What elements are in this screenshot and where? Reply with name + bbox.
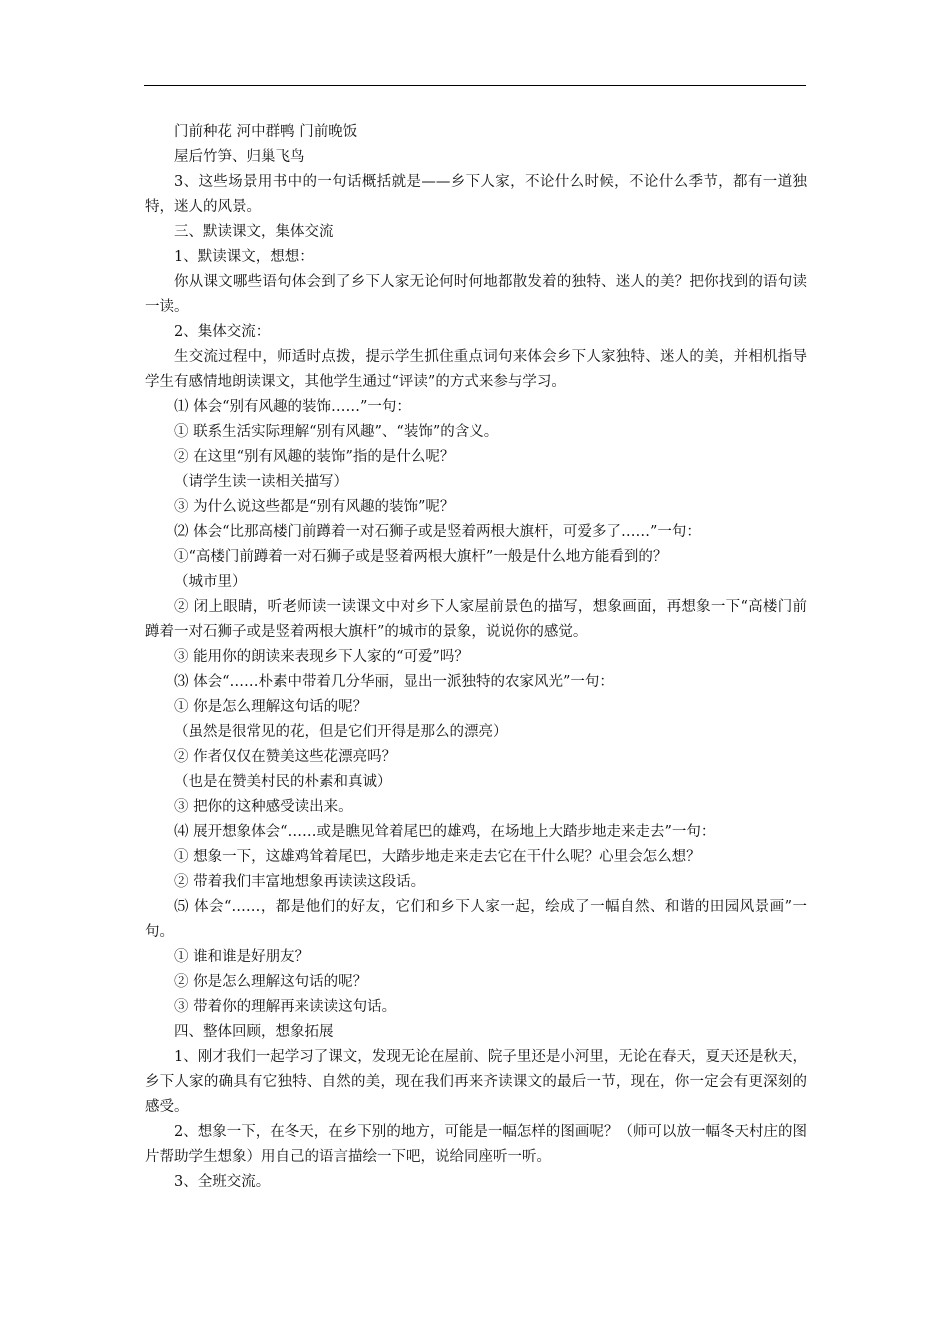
paragraph: 2、想象一下，在冬天，在乡下别的地方，可能是一幅怎样的图画呢？（师可以放一幅冬天村庄的图片帮助学生想象）用自己的语言描绘一下吧，说给同座听一听。 xyxy=(145,1124,807,1165)
paragraph: （虽然是很常见的花，但是它们开得是那么的漂亮） xyxy=(174,724,508,740)
paragraph: 门前种花 河中群鸭 门前晚饭 xyxy=(174,124,358,140)
paragraph: 你从课文哪些语句体会到了乡下人家无论何时何地都散发着的独特、迷人的美？把你找到的语句读一读。 xyxy=(145,274,807,315)
paragraph: ① 谁和谁是好朋友？ xyxy=(174,949,310,965)
paragraph: 2、集体交流： xyxy=(174,324,271,340)
paragraph: ⑶ 体会“……朴素中带着几分华丽，显出一派独特的农家风光”一句： xyxy=(174,674,614,690)
header-rule xyxy=(144,85,806,86)
paragraph: ③ 能用你的朗读来表现乡下人家的“可爱”吗？ xyxy=(174,649,469,665)
paragraph: ⑴ 体会“别有风趣的装饰……”一句： xyxy=(174,399,411,415)
section-heading: 三、默读课文，集体交流 xyxy=(174,224,334,240)
paragraph: 1、默读课文，想想： xyxy=(174,249,314,265)
paragraph: ② 作者仅仅在赞美这些花漂亮吗？ xyxy=(174,749,397,765)
paragraph: 屋后竹笋、归巢飞鸟 xyxy=(174,149,305,165)
paragraph: 3、这些场景用书中的一句话概括就是——乡下人家，不论什么时候，不论什么季节，都有一道独特，迷人的风景。 xyxy=(145,174,807,215)
paragraph: ② 带着我们丰富地想象再读读这段话。 xyxy=(174,874,426,890)
paragraph: ② 闭上眼睛，听老师读一读课文中对乡下人家屋前景色的描写，想象画面，再想象一下“高楼门前蹲着一对石狮子或是竖着两根大旗杆”的城市的景象，说说你的感觉。 xyxy=(145,599,807,640)
paragraph: ⑷ 展开想象体会“……或是瞧见耸着尾巴的雄鸡，在场地上大踏步地走来走去”一句： xyxy=(174,824,716,840)
paragraph: 生交流过程中，师适时点拨，提示学生抓住重点词句来体会乡下人家独特、迷人的美，并相机指导学生有感情地朗读课文，其他学生通过“评读”的方式来参与学习。 xyxy=(145,349,807,390)
paragraph: ③ 为什么说这些都是“别有风趣的装饰”呢？ xyxy=(174,499,455,515)
paragraph: ③ 把你的这种感受读出来。 xyxy=(174,799,353,815)
section-heading: 四、整体回顾，想象拓展 xyxy=(174,1024,334,1040)
document-body xyxy=(145,120,807,1195)
paragraph: ① 联系生活实际理解“别有风趣”、“装饰”的含义。 xyxy=(174,424,499,440)
paragraph: ③ 带着你的理解再来读读这句话。 xyxy=(174,999,397,1015)
paragraph: ① 你是怎么理解这句话的呢？ xyxy=(174,699,368,715)
paragraph: （也是在赞美村民的朴素和真诚） xyxy=(174,774,392,790)
paragraph: ① 想象一下，这雄鸡耸着尾巴，大踏步地走来走去它在干什么呢？心里会怎么想？ xyxy=(174,849,701,865)
paragraph: ② 你是怎么理解这句话的呢？ xyxy=(174,974,368,990)
paragraph: ② 在这里“别有风趣的装饰”指的是什么呢？ xyxy=(174,449,455,465)
paragraph: ⑸ 体会“……，都是他们的好友，它们和乡下人家一起，绘成了一幅自然、和谐的田园风景画”一句。 xyxy=(145,899,807,940)
paragraph: 3、全班交流。 xyxy=(174,1174,271,1190)
paragraph: （请学生读一读相关描写） xyxy=(174,474,348,490)
paragraph: 1、刚才我们一起学习了课文，发现无论在屋前、院子里还是小河里，无论在春天，夏天还是秋天，乡下人家的确具有它独特、自然的美，现在我们再来齐读课文的最后一节，现在，你一定会有更深刻的感受。 xyxy=(145,1049,807,1115)
paragraph: ①“高楼门前蹲着一对石狮子或是竖着两根大旗杆”一般是什么地方能看到的？ xyxy=(174,549,668,565)
paragraph: （城市里） xyxy=(174,574,247,590)
paragraph: ⑵ 体会“比那高楼门前蹲着一对石狮子或是竖着两根大旗杆，可爱多了……”一句： xyxy=(174,524,701,540)
